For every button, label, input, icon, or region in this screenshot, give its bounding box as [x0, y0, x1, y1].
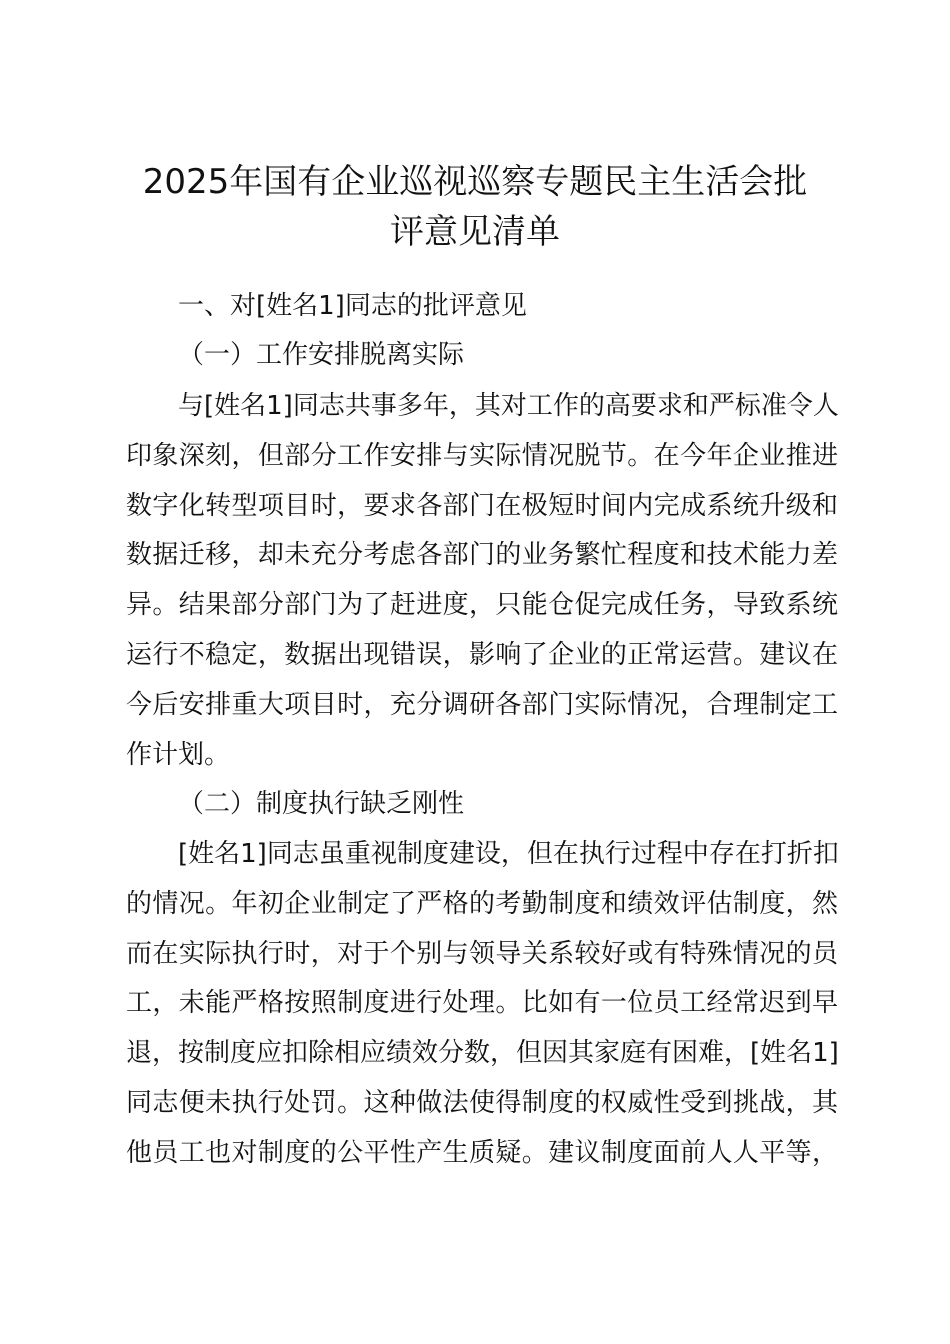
- paragraph-line: 异。结果部分部门为了赶进度，只能仓促完成任务，导致系统: [126, 590, 838, 621]
- paragraph-line: 运行不稳定，数据出现错误，影响了企业的正常运营。建议在: [126, 639, 838, 670]
- paragraph-line: 同志便未执行处罚。这种做法使得制度的权威性受到挑战，其: [126, 1087, 838, 1118]
- paragraph-2: [126, 830, 838, 1179]
- paragraph-1: [126, 382, 838, 780]
- section-heading-1: 一、对[姓名1]同志的批评意见: [178, 291, 527, 321]
- paragraph-line: 印象深刻，但部分工作安排与实际情况脱节。在今年企业推进: [126, 440, 838, 471]
- paragraph-line: 数字化转型项目时，要求各部门在极短时间内完成系统升级和: [126, 490, 838, 521]
- paragraph-line: 数据迁移，却未充分考虑各部门的业务繁忙程度和技术能力差: [126, 540, 838, 571]
- paragraph-line: 作计划。: [126, 739, 231, 770]
- paragraph-line: 他员工也对制度的公平性产生质疑。建议制度面前人人平等，: [126, 1137, 838, 1168]
- paragraph-line: 与[姓名1]同志共事多年，其对工作的高要求和严标准令人: [178, 391, 839, 421]
- paragraph-line: 的情况。年初企业制定了严格的考勤制度和绩效评估制度，然: [126, 888, 838, 919]
- paragraph-line: 退，按制度应扣除相应绩效分数，但因其家庭有困难，[姓名1]: [126, 1038, 839, 1069]
- title-line-1: 2025年国有企业巡视巡察专题民主生活会批: [142, 162, 808, 202]
- document-title: [120, 157, 830, 257]
- subsection-heading-1: （一）工作安排脱离实际: [178, 340, 465, 370]
- paragraph-line: [姓名1]同志虽重视制度建设，但在执行过程中存在打折扣: [178, 839, 839, 869]
- paragraph-line: 工，未能严格按照制度进行处理。比如有一位员工经常迟到早: [126, 988, 838, 1019]
- paragraph-line: 今后安排重大项目时，充分调研各部门实际情况，合理制定工: [126, 689, 838, 720]
- title-line-2: 评意见清单: [390, 212, 560, 252]
- paragraph-line: 而在实际执行时，对于个别与领导关系较好或有特殊情况的员: [126, 938, 838, 969]
- subsection-heading-2: （二）制度执行缺乏刚性: [178, 789, 465, 819]
